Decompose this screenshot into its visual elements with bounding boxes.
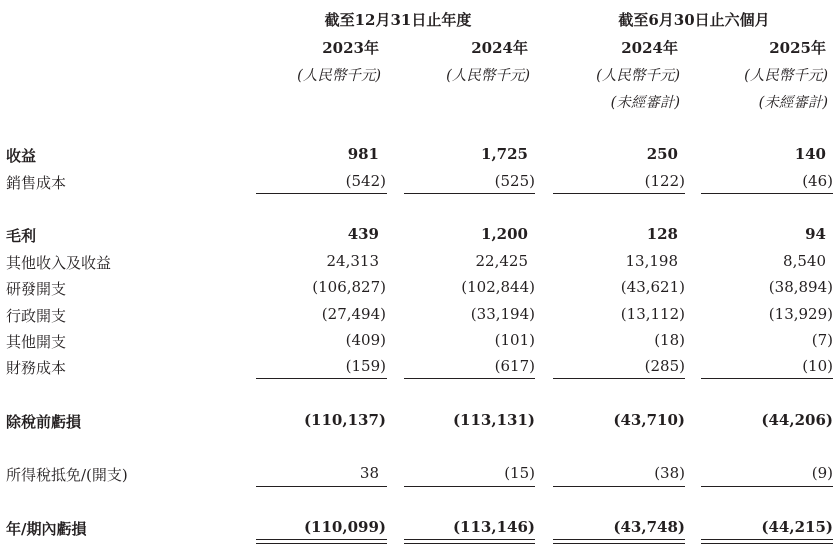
- cell-value: (44,206): [761, 411, 833, 429]
- year-header-2023: 2023年: [322, 39, 379, 57]
- unit-label: (人民幣千元): [744, 68, 828, 84]
- unit-label: (人民幣千元): [297, 68, 381, 84]
- cell-value: 94: [805, 225, 826, 243]
- cell-value: 981: [347, 145, 379, 163]
- cell-value: (38,894): [768, 278, 833, 296]
- total-double-rule: [404, 539, 535, 544]
- year-header-2025-interim: 2025年: [769, 39, 826, 57]
- cell-value: (18): [654, 331, 685, 349]
- cell-value: (159): [345, 357, 386, 375]
- cell-value: (102,844): [461, 278, 535, 296]
- cell-value: (13,112): [620, 305, 685, 323]
- cell-value: 22,425: [475, 252, 528, 270]
- cell-value: (106,827): [312, 278, 386, 296]
- cell-value: 140: [794, 145, 826, 163]
- cell-value: (113,146): [452, 518, 535, 536]
- unaudited-note: (未經審計): [610, 95, 680, 111]
- subtotal-rule: [553, 486, 685, 487]
- cell-value: (43,621): [620, 278, 685, 296]
- row-label-rnd-expenses: 研發開支: [6, 280, 67, 298]
- row-label-loss-for-period: 年/期內虧損: [6, 520, 87, 538]
- total-double-rule: [701, 539, 833, 544]
- cell-value: (113,131): [452, 411, 535, 429]
- subtotal-rule: [701, 486, 833, 487]
- subtotal-rule: [256, 486, 387, 487]
- subtotal-rule: [256, 193, 387, 194]
- cell-value: 128: [646, 225, 678, 243]
- cell-value: 38: [359, 464, 379, 482]
- cell-value: (33,194): [470, 305, 535, 323]
- cell-value: (43,748): [613, 518, 685, 536]
- cell-value: (7): [811, 331, 833, 349]
- cell-value: (101): [494, 331, 535, 349]
- cell-value: (27,494): [321, 305, 386, 323]
- cell-value: (110,099): [303, 518, 386, 536]
- row-label-loss-before-tax: 除稅前虧損: [6, 413, 82, 431]
- cell-value: (9): [811, 464, 833, 482]
- cell-value: 8,540: [783, 252, 826, 270]
- cell-value: (10): [802, 357, 833, 375]
- row-label-income-tax: 所得稅抵免/(開支): [6, 466, 128, 484]
- cell-value: (409): [345, 331, 386, 349]
- row-label-other-income: 其他收入及收益: [6, 254, 112, 272]
- subtotal-rule: [256, 378, 387, 379]
- cell-value: 439: [347, 225, 379, 243]
- cell-value: (285): [644, 357, 685, 375]
- cell-value: 1,725: [481, 145, 528, 163]
- cell-value: 250: [646, 145, 678, 163]
- subtotal-rule: [701, 193, 833, 194]
- cell-value: (617): [494, 357, 535, 375]
- cell-value: (38): [654, 464, 685, 482]
- total-double-rule: [256, 539, 387, 544]
- cell-value: (15): [504, 464, 535, 482]
- cell-value: 13,198: [625, 252, 678, 270]
- year-header-2024-interim: 2024年: [621, 39, 678, 57]
- row-label-revenue: 收益: [6, 147, 37, 165]
- cell-value: (110,137): [303, 411, 386, 429]
- cell-value: (542): [345, 172, 386, 190]
- subtotal-rule: [701, 378, 833, 379]
- subtotal-rule: [553, 193, 685, 194]
- cell-value: (525): [494, 172, 535, 190]
- row-label-finance-costs: 財務成本: [6, 359, 67, 377]
- cell-value: (13,929): [768, 305, 833, 323]
- row-label-other-expenses: 其他開支: [6, 333, 67, 351]
- row-label-cost-of-sales: 銷售成本: [6, 174, 67, 192]
- subtotal-rule: [404, 193, 535, 194]
- row-label-admin-expenses: 行政開支: [6, 307, 67, 325]
- cell-value: 24,313: [326, 252, 379, 270]
- unit-label: (人民幣千元): [596, 68, 680, 84]
- subtotal-rule: [553, 378, 685, 379]
- cell-value: (43,710): [613, 411, 685, 429]
- unaudited-note: (未經審計): [758, 95, 828, 111]
- subtotal-rule: [404, 486, 535, 487]
- period-header-annual: 截至12月31日止年度: [324, 11, 472, 29]
- cell-value: (122): [644, 172, 685, 190]
- cell-value: (46): [802, 172, 833, 190]
- cell-value: 1,200: [481, 225, 528, 243]
- total-double-rule: [553, 539, 685, 544]
- year-header-2024: 2024年: [471, 39, 528, 57]
- cell-value: (44,215): [761, 518, 833, 536]
- subtotal-rule: [404, 378, 535, 379]
- row-label-gross-profit: 毛利: [6, 227, 37, 245]
- period-header-six-months: 截至6月30日止六個月: [618, 11, 770, 29]
- unit-label: (人民幣千元): [446, 68, 530, 84]
